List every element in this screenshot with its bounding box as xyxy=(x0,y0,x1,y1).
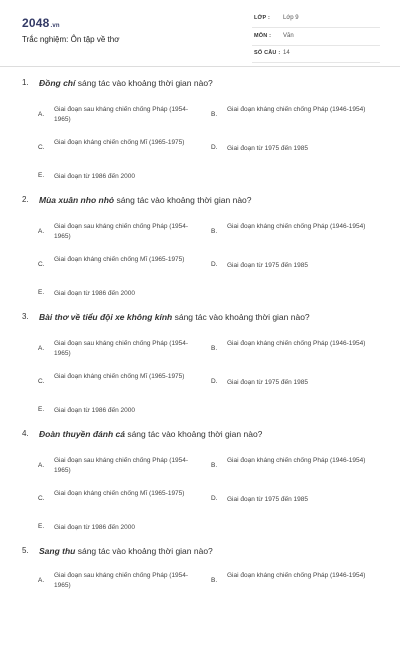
option-letter[interactable]: D. xyxy=(211,261,218,268)
question-work-title: Đoàn thuyền đánh cá xyxy=(39,429,125,439)
option-letter[interactable]: A. xyxy=(38,577,45,584)
option-letter[interactable]: E. xyxy=(38,172,45,179)
option-text[interactable]: Giai đoạn kháng chiến chống Pháp (1946-1954) xyxy=(227,223,366,230)
option-letter[interactable]: D. xyxy=(211,144,218,151)
worksheet-header xyxy=(0,0,400,64)
header-divider xyxy=(0,66,400,67)
meta-row-question-count xyxy=(252,45,380,63)
option-letter[interactable]: B. xyxy=(211,111,218,118)
option-letter[interactable]: A. xyxy=(38,462,45,469)
option-text[interactable]: Giai đoạn từ 1975 đến 1985 xyxy=(227,379,308,386)
option-text[interactable]: Giai đoạn từ 1986 đến 2000 xyxy=(54,407,135,414)
option-text[interactable]: Giai đoạn kháng chiến chống Pháp (1946-1954) xyxy=(227,457,366,464)
brand-name: 2048 xyxy=(22,16,50,30)
option-letter[interactable]: B. xyxy=(211,228,218,235)
option-letter[interactable]: A. xyxy=(38,228,45,235)
question-number: 5. xyxy=(22,546,29,555)
question-text xyxy=(39,195,252,205)
question-work-title: Đồng chí xyxy=(39,78,76,88)
option-letter[interactable]: E. xyxy=(38,523,45,530)
option-letter[interactable]: C. xyxy=(38,378,45,385)
question-number: 3. xyxy=(22,312,29,321)
question-prompt: sáng tác vào khoảng thời gian nào? xyxy=(172,312,310,322)
option-text[interactable]: Giai đoạn kháng chiến chống Mĩ (1965-1975) xyxy=(54,373,185,380)
option-text[interactable]: Giai đoạn kháng chiến chống Pháp (1946-1954) xyxy=(227,106,366,113)
question-3 xyxy=(0,312,400,426)
option-text[interactable]: Giai đoạn từ 1986 đến 2000 xyxy=(54,173,135,180)
option-text[interactable]: Giai đoạn kháng chiến chống Pháp (1946-1954) xyxy=(227,572,366,579)
option-text[interactable]: Giai đoạn từ 1975 đến 1985 xyxy=(227,496,308,503)
question-number: 2. xyxy=(22,195,29,204)
option-letter[interactable]: E. xyxy=(38,406,45,413)
worksheet-title: Trắc nghiệm: Ôn tập về thơ xyxy=(22,35,120,44)
option-letter[interactable]: E. xyxy=(38,289,45,296)
option-letter[interactable]: C. xyxy=(38,495,45,502)
question-work-title: Mùa xuân nho nhỏ xyxy=(39,195,115,205)
option-letter[interactable]: A. xyxy=(38,345,45,352)
option-text[interactable]: Giai đoạn kháng chiến chống Pháp (1946-1954) xyxy=(227,340,366,347)
meta-label: MÔN : xyxy=(254,33,272,39)
option-letter[interactable]: C. xyxy=(38,144,45,151)
option-text[interactable]: Giai đoạn sau kháng chiến chống Pháp (1954- 1965) xyxy=(54,340,189,357)
question-2 xyxy=(0,195,400,309)
option-text[interactable]: Giai đoạn từ 1975 đến 1985 xyxy=(227,262,308,269)
site-logo[interactable] xyxy=(22,16,60,30)
question-work-title: Bài thơ về tiểu đội xe không kính xyxy=(39,312,173,322)
option-text[interactable]: Giai đoạn sau kháng chiến chống Pháp (1954- 1965) xyxy=(54,223,189,240)
question-text xyxy=(39,429,262,439)
question-1 xyxy=(0,78,400,192)
brand-suffix: .vn xyxy=(50,23,60,29)
option-letter[interactable]: D. xyxy=(211,495,218,502)
option-text[interactable]: Giai đoạn từ 1975 đến 1985 xyxy=(227,145,308,152)
option-text[interactable]: Giai đoạn từ 1986 đến 2000 xyxy=(54,290,135,297)
question-5 xyxy=(0,546,400,660)
meta-value: 14 xyxy=(283,50,290,56)
option-text[interactable]: Giai đoạn sau kháng chiến chống Pháp (1954- 1965) xyxy=(54,457,189,474)
question-text xyxy=(39,78,213,88)
meta-row-class xyxy=(252,10,380,28)
option-letter[interactable]: B. xyxy=(211,345,218,352)
question-prompt: sáng tác vào khoảng thời gian nào? xyxy=(75,546,213,556)
option-letter[interactable]: C. xyxy=(38,261,45,268)
option-letter[interactable]: B. xyxy=(211,577,218,584)
meta-value: Lớp 9 xyxy=(283,15,299,21)
option-text[interactable]: Giai đoạn kháng chiến chống Mĩ (1965-1975) xyxy=(54,256,185,263)
question-number: 4. xyxy=(22,429,29,438)
option-letter[interactable]: B. xyxy=(211,462,218,469)
question-work-title: Sang thu xyxy=(39,546,76,556)
question-4 xyxy=(0,429,400,543)
meta-label: SỐ CÂU : xyxy=(254,50,281,56)
meta-label: LỚP : xyxy=(254,15,270,21)
question-prompt: sáng tác vào khoảng thời gian nào? xyxy=(114,195,252,205)
meta-row-subject xyxy=(252,28,380,46)
option-text[interactable]: Giai đoạn từ 1986 đến 2000 xyxy=(54,524,135,531)
option-text[interactable]: Giai đoạn sau kháng chiến chống Pháp (1954- 1965) xyxy=(54,572,189,589)
question-prompt: sáng tác vào khoảng thời gian nào? xyxy=(124,429,263,439)
question-text xyxy=(39,312,310,322)
question-text xyxy=(39,546,213,556)
question-number: 1. xyxy=(22,78,29,87)
option-text[interactable]: Giai đoạn kháng chiến chống Mĩ (1965-1975) xyxy=(54,139,185,146)
option-text[interactable]: Giai đoạn kháng chiến chống Mĩ (1965-1975) xyxy=(54,490,185,497)
option-letter[interactable]: A. xyxy=(38,111,45,118)
question-prompt: sáng tác vào khoảng thời gian nào? xyxy=(75,78,213,88)
option-letter[interactable]: D. xyxy=(211,378,218,385)
meta-value: Văn xyxy=(283,33,294,39)
option-text[interactable]: Giai đoạn sau kháng chiến chống Pháp (1954- 1965) xyxy=(54,106,189,123)
